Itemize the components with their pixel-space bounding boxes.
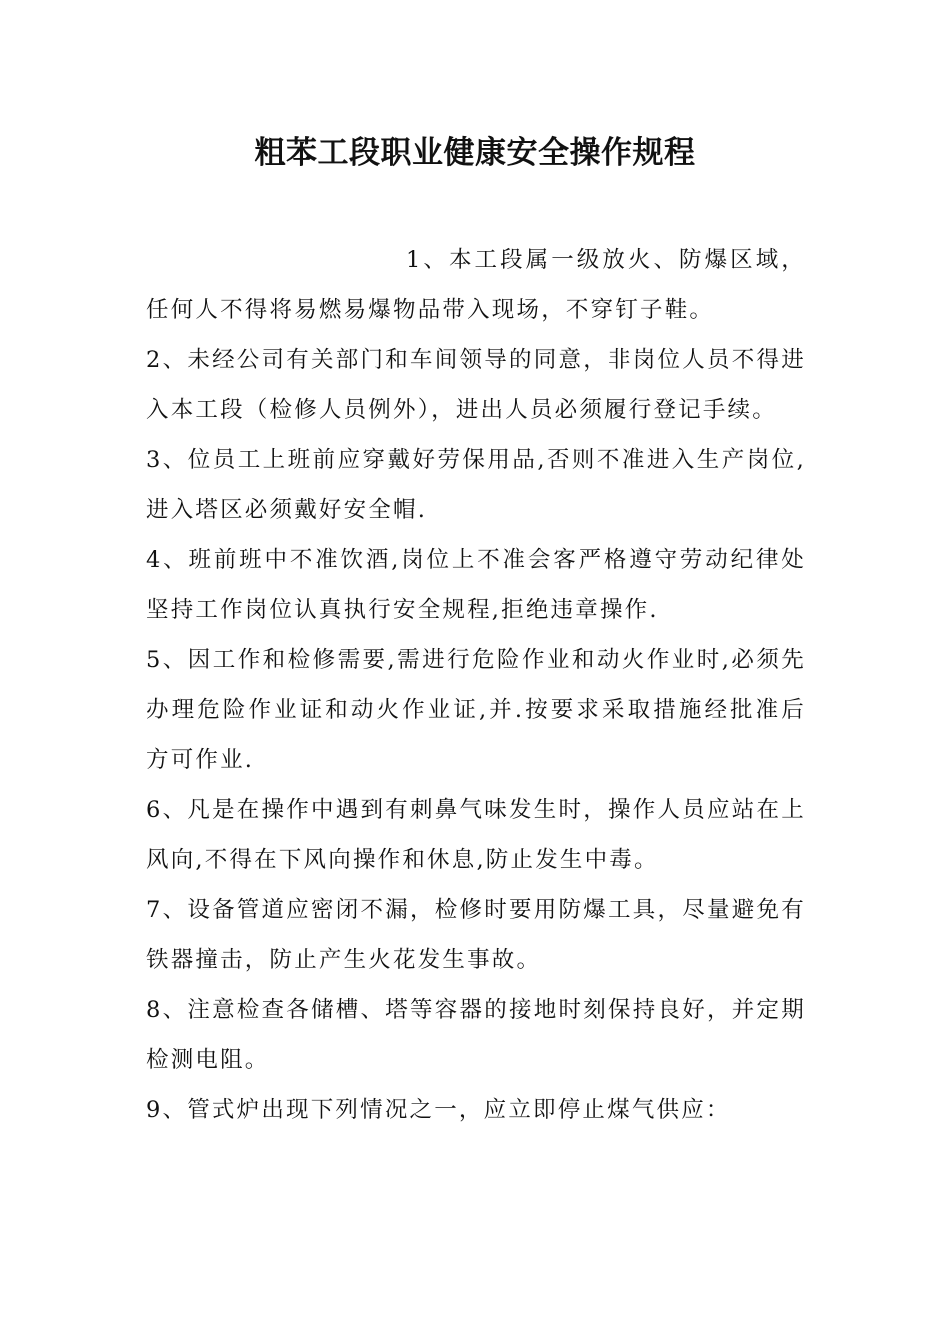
document-body [146, 235, 806, 1135]
paragraph-3: 3、位员工上班前应穿戴好劳保用品,否则不准进入生产岗位,进入塔区必须戴好安全帽. [146, 447, 806, 523]
paragraph-2: 2、未经公司有关部门和车间领导的同意，非岗位人员不得进入本工段（检修人员例外），进出人员必须履行登记手续。 [146, 347, 806, 423]
paragraph-7: 7、设备管道应密闭不漏，检修时要用防爆工具，尽量避免有铁器撞击，防止产生火花发生事故。 [146, 897, 806, 973]
paragraph-9: 9、管式炉出现下列情况之一，应立即停止煤气供应： [146, 1097, 731, 1123]
paragraph-5: 5、因工作和检修需要,需进行危险作业和动火作业时,必须先办理危险作业证和动火作业证,并.按要求采取措施经批准后方可作业. [146, 647, 806, 773]
document-title: 粗苯工段职业健康安全操作规程 [254, 135, 696, 171]
paragraph-4: 4、班前班中不准饮酒,岗位上不准会客严格遵守劳动纪律处坚持工作岗位认真执行安全规程,拒绝违章操作. [146, 547, 806, 623]
paragraph-8: 8、注意检查各储槽、塔等容器的接地时刻保持良好，并定期检测电阻。 [146, 997, 806, 1073]
paragraph-1: 1、本工段属一级放火、防爆区域，任何人不得将易燃易爆物品带入现场，不穿钉子鞋。 [146, 247, 806, 323]
paragraph-6: 6、凡是在操作中遇到有刺鼻气味发生时，操作人员应站在上风向,不得在下风向操作和休息,防止发生中毒。 [146, 797, 806, 873]
